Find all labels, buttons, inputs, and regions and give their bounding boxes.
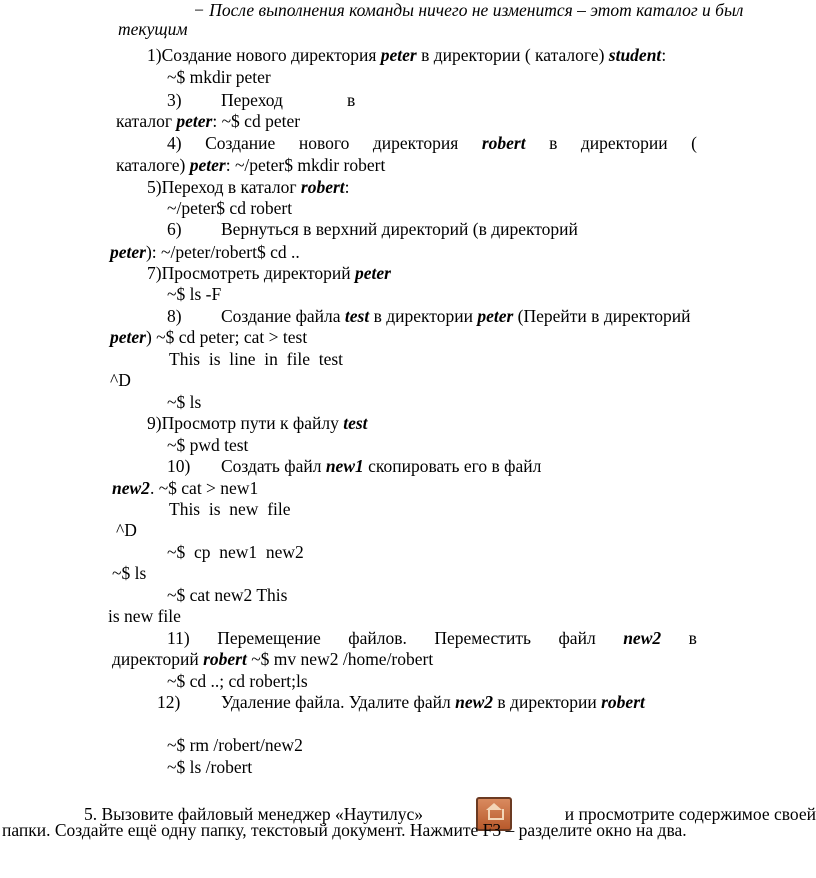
command-line: ~$ cp new1 new2 [167, 542, 304, 562]
step-10: 10) Создать файл new1 скопировать его в файл [167, 456, 542, 476]
note-line-cont: текущим [118, 19, 188, 39]
step-6-cont: peter): ~/peter/robert$ cd .. [110, 242, 300, 262]
command-line: ~/peter$ cd robert [167, 198, 293, 218]
output-line: is new file [108, 606, 181, 626]
command-line: ~$ ls [167, 392, 202, 412]
step-1: 1)Создание нового директория peter в директории ( каталоге) student: [147, 45, 667, 65]
step-8: 8) Создание файла test в директории peter (Перейти в директорий [167, 306, 691, 326]
step-9: 9)Просмотр пути к файлу test [147, 413, 368, 433]
step-11: 11) Перемещение файлов. Переместить файл new2 в [167, 628, 697, 648]
command-line: ~$ ls /robert [167, 757, 253, 777]
command-line: ~$ ls -F [167, 284, 222, 304]
command-line: ~$ rm /robert/new2 [167, 735, 303, 755]
text-line: This is line in file test [169, 349, 344, 369]
command-line: ~$ cd ..; cd robert;ls [167, 671, 308, 691]
command-line: ~$ ls [112, 563, 147, 583]
text-line: This is new file [169, 499, 291, 519]
step-3: 3) Переход в [167, 90, 356, 110]
step-6: 6) Вернуться в верхний директорий (в директорий [167, 219, 578, 239]
step-10-cont: new2. ~$ cat > new1 [112, 478, 259, 498]
step-4: 4) Создание нового директория robert в директории ( [167, 133, 697, 153]
step-3-cont: каталог peter: ~$ cd peter [116, 111, 301, 131]
ctrl-d: ^D [116, 520, 137, 540]
paragraph-5: 5. Вызовите файловый менеджер «Наутилус» и просмотрите содержимое своей [84, 797, 816, 831]
paragraph-5-cont: папки. Создайте ещё одну папку, текстовый документ. Нажмите F3 – разделите окно на два. [2, 820, 687, 840]
step-4-cont: каталоге) peter: ~/peter$ mkdir robert [116, 155, 386, 175]
step-8-cont: peter) ~$ cd peter; cat > test [110, 327, 308, 347]
command-line: ~$ cat new2 This [167, 585, 288, 605]
command-line: ~$ mkdir peter [167, 67, 271, 87]
step-12: 12) Удаление файла. Удалите файл new2 в директории robert [157, 692, 645, 712]
note-line: − После выполнения команды ничего не изменится – этот каталог и был [193, 0, 744, 20]
command-line: ~$ pwd test [167, 435, 249, 455]
step-11-cont: директорий robert ~$ mv new2 /home/robert [112, 649, 434, 669]
ctrl-d: ^D [110, 370, 131, 390]
step-5: 5)Переход в каталог robert: [147, 177, 350, 197]
step-7: 7)Просмотреть директорий peter [147, 263, 391, 283]
